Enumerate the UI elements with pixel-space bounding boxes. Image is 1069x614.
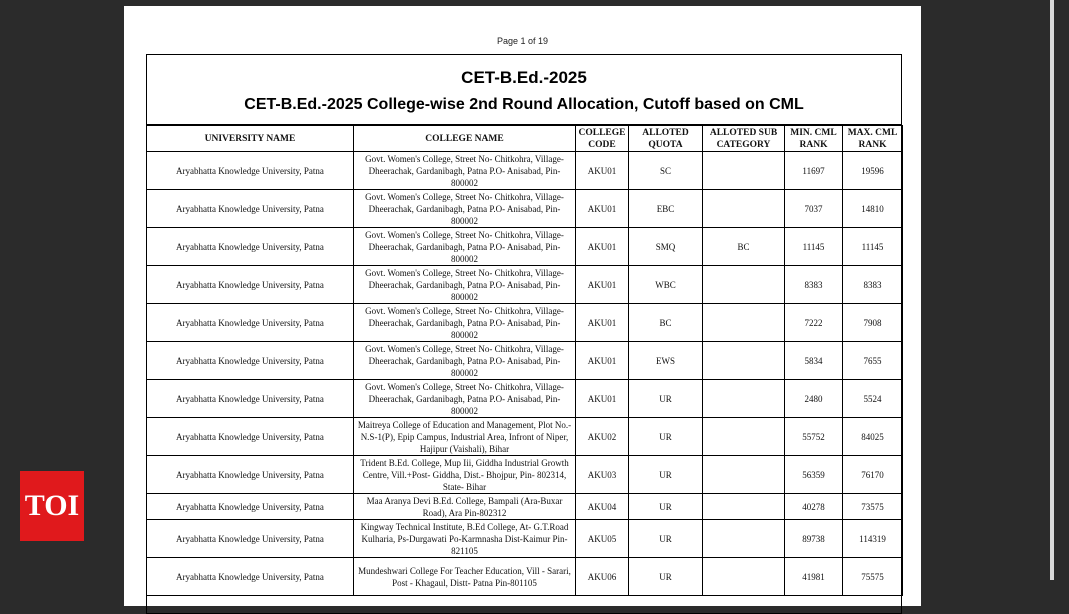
quota-cell: SC [629,152,703,190]
max-rank-cell: 75575 [843,558,903,596]
subcategory-cell [703,380,785,418]
university-cell: Aryabhatta Knowledge University, Patna [147,418,354,456]
university-cell: Aryabhatta Knowledge University, Patna [147,228,354,266]
min-rank-cell: 7222 [785,304,843,342]
quota-cell: UR [629,418,703,456]
code-cell: AKU05 [576,520,629,558]
code-cell: AKU03 [576,456,629,494]
table-row [147,380,903,418]
max-rank-cell: 19596 [843,152,903,190]
quota-cell: UR [629,558,703,596]
college-cell: Govt. Women's College, Street No- Chitkohra, Village- Dheerachak, Gardanibagh, Patna P.O- Anisabad, Pin-800002 [354,190,576,228]
max-rank-cell: 76170 [843,456,903,494]
code-cell: AKU02 [576,418,629,456]
document-page [124,6,921,606]
college-cell: Kingway Technical Institute, B.Ed College, At- G.T.Road Kulharia, Ps-Durgawati Po-Karmnasha Dist-Kaimur Pin-821105 [354,520,576,558]
document-title: CET-B.Ed.-2025 [461,68,587,87]
code-cell: AKU01 [576,228,629,266]
code-cell: AKU01 [576,190,629,228]
min-rank-cell: 2480 [785,380,843,418]
table-row [147,190,903,228]
college-cell: Govt. Women's College, Street No- Chitkohra, Village- Dheerachak, Gardanibagh, Patna P.O- Anisabad, Pin-800002 [354,152,576,190]
code-cell: AKU04 [576,494,629,520]
university-cell: Aryabhatta Knowledge University, Patna [147,380,354,418]
table-row [147,494,903,520]
column-header: MAX. CML RANK [843,126,903,152]
subcategory-cell [703,494,785,520]
university-cell: Aryabhatta Knowledge University, Patna [147,342,354,380]
max-rank-cell: 5524 [843,380,903,418]
quota-cell: WBC [629,266,703,304]
quota-cell: EWS [629,342,703,380]
code-cell: AKU06 [576,558,629,596]
toi-logo: TOI [20,471,84,541]
quota-cell: EBC [629,190,703,228]
allocation-table [146,125,903,596]
max-rank-cell: 8383 [843,266,903,304]
table-row [147,152,903,190]
min-rank-cell: 11145 [785,228,843,266]
max-rank-cell: 7908 [843,304,903,342]
college-cell: Maitreya College of Education and Management, Plot No.-N.S-1(P), Epip Campus, Industrial Area, Infront of Niper, Hajipur (Vaishali), Bihar [354,418,576,456]
subcategory-cell [703,304,785,342]
column-header: COLLEGE CODE [576,126,629,152]
university-cell: Aryabhatta Knowledge University, Patna [147,266,354,304]
quota-cell: UR [629,456,703,494]
university-cell: Aryabhatta Knowledge University, Patna [147,520,354,558]
subcategory-cell [703,520,785,558]
table-frame [146,54,902,614]
table-row [147,228,903,266]
table-row [147,342,903,380]
max-rank-cell: 14810 [843,190,903,228]
table-row [147,418,903,456]
college-cell: Govt. Women's College, Street No- Chitkohra, Village- Dheerachak, Gardanibagh, Patna P.O- Anisabad, Pin-800002 [354,304,576,342]
table-row [147,456,903,494]
university-cell: Aryabhatta Knowledge University, Patna [147,190,354,228]
column-header: MIN. CML RANK [785,126,843,152]
max-rank-cell: 73575 [843,494,903,520]
subcategory-cell [703,418,785,456]
document-subtitle: CET-B.Ed.-2025 College-wise 2nd Round Allocation, Cutoff based on CML [244,96,804,113]
min-rank-cell: 55752 [785,418,843,456]
title-block [147,55,901,125]
subcategory-cell [703,190,785,228]
min-rank-cell: 7037 [785,190,843,228]
max-rank-cell: 114319 [843,520,903,558]
max-rank-cell: 7655 [843,342,903,380]
column-header: ALLOTED QUOTA [629,126,703,152]
max-rank-cell: 84025 [843,418,903,456]
column-header: UNIVERSITY NAME [147,126,354,152]
min-rank-cell: 89738 [785,520,843,558]
code-cell: AKU01 [576,304,629,342]
university-cell: Aryabhatta Knowledge University, Patna [147,494,354,520]
code-cell: AKU01 [576,152,629,190]
college-cell: Govt. Women's College, Street No- Chitkohra, Village- Dheerachak, Gardanibagh, Patna P.O- Anisabad, Pin-800002 [354,266,576,304]
subcategory-cell [703,558,785,596]
table-row [147,266,903,304]
quota-cell: UR [629,520,703,558]
table-row [147,520,903,558]
college-cell: Govt. Women's College, Street No- Chitkohra, Village- Dheerachak, Gardanibagh, Patna P.O- Anisabad, Pin-800002 [354,342,576,380]
quota-cell: SMQ [629,228,703,266]
university-cell: Aryabhatta Knowledge University, Patna [147,456,354,494]
college-cell: Govt. Women's College, Street No- Chitkohra, Village- Dheerachak, Gardanibagh, Patna P.O- Anisabad, Pin-800002 [354,228,576,266]
header-row [147,126,903,152]
page-number: Page 1 of 19 [496,36,549,46]
min-rank-cell: 8383 [785,266,843,304]
min-rank-cell: 40278 [785,494,843,520]
max-rank-cell: 11145 [843,228,903,266]
table-row [147,304,903,342]
college-cell: Trident B.Ed. College, Mup Iii, Giddha Industrial Growth Centre, Vill.+Post- Giddha, Dist.- Bhojpur, Pin- 802314, State- Bihar [354,456,576,494]
min-rank-cell: 56359 [785,456,843,494]
quota-cell: UR [629,380,703,418]
quota-cell: BC [629,304,703,342]
university-cell: Aryabhatta Knowledge University, Patna [147,304,354,342]
subcategory-cell [703,152,785,190]
subcategory-cell [703,342,785,380]
quota-cell: UR [629,494,703,520]
code-cell: AKU01 [576,380,629,418]
university-cell: Aryabhatta Knowledge University, Patna [147,152,354,190]
code-cell: AKU01 [576,342,629,380]
subcategory-cell [703,456,785,494]
university-cell: Aryabhatta Knowledge University, Patna [147,558,354,596]
code-cell: AKU01 [576,266,629,304]
scrollbar[interactable] [1050,0,1054,580]
subcategory-cell [703,266,785,304]
table-row [147,558,903,596]
min-rank-cell: 11697 [785,152,843,190]
college-cell: Mundeshwari College For Teacher Education, Vill - Sarari, Post - Khagaul, Distt- Patna Pin-801105 [354,558,576,596]
subcategory-cell: BC [703,228,785,266]
column-header: ALLOTED SUB CATEGORY [703,126,785,152]
column-header: COLLEGE NAME [354,126,576,152]
college-cell: Maa Aranya Devi B.Ed. College, Bampali (Ara-Buxar Road), Ara Pin-802312 [354,494,576,520]
min-rank-cell: 41981 [785,558,843,596]
min-rank-cell: 5834 [785,342,843,380]
college-cell: Govt. Women's College, Street No- Chitkohra, Village- Dheerachak, Gardanibagh, Patna P.O- Anisabad, Pin-800002 [354,380,576,418]
